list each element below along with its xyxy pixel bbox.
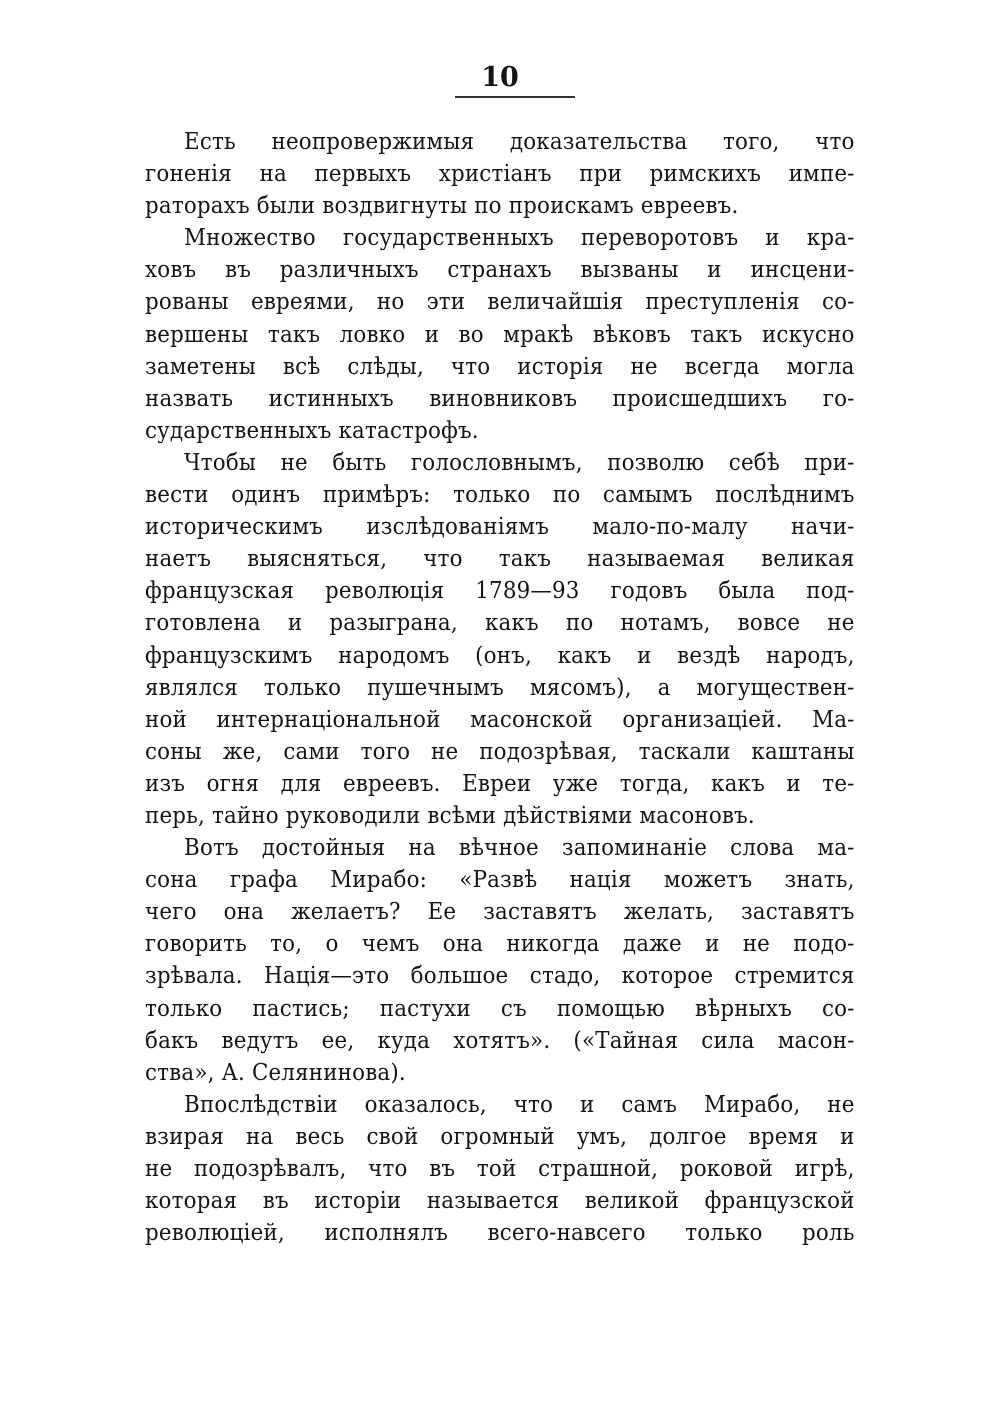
text-line: Есть неопровержимыя доказательства того, что: [184, 129, 855, 155]
text-line: вести одинъ примѣръ: только по самымъ послѣднимъ: [145, 482, 855, 509]
paragraph: [145, 222, 855, 447]
text-line: изъ огня для евреевъ. Евреи уже тогда, какъ и те-: [145, 770, 855, 797]
text-line: французская революція 1789—93 годовъ была под-: [145, 578, 855, 605]
text-line: Вотъ достойныя на вѣчное запоминаніе слова ма-: [184, 835, 855, 862]
text-line: готовлена и разыграна, какъ по нотамъ, вовсе не: [145, 610, 855, 637]
text-line: говорить то, о чемъ она никогда даже и не подо-: [145, 931, 855, 958]
text-line: раторахъ были воздвигнуты по проискамъ евреевъ.: [145, 193, 739, 220]
text-line: вершены такъ ловко и во мракѣ вѣковъ такъ искусно: [145, 321, 855, 348]
paragraph: [145, 447, 855, 832]
text-line: ства», А. Селянинова).: [145, 1059, 406, 1086]
text-line: которая въ исторіи называется великой французской: [145, 1188, 855, 1215]
paragraph: [145, 126, 855, 222]
body-text: [145, 126, 855, 1249]
text-line: перь, тайно руководили всѣми дѣйствіями масоновъ.: [145, 802, 755, 829]
paragraph: [145, 1089, 855, 1249]
text-line: ховъ въ различныхъ странахъ вызваны и инсцени-: [145, 257, 855, 284]
text-line: зрѣвала. Нація—это большое стадо, которое стремится: [145, 963, 855, 990]
text-line: чего она желаетъ? Ее заставятъ желать, заставятъ: [145, 899, 855, 926]
text-line: взирая на весь свой огромный умъ, долгое время и: [145, 1123, 855, 1150]
text-line: бакъ ведутъ ее, куда хотятъ». («Тайная сила масон-: [145, 1027, 855, 1054]
text-line: сона графа Мирабо: «Развѣ нація можетъ знать,: [145, 867, 855, 894]
text-line: гоненія на первыхъ христіанъ при римскихъ импе-: [145, 161, 855, 188]
page-number: 10: [481, 62, 519, 93]
text-line: французскимъ народомъ (онъ, какъ и вездѣ народъ,: [145, 642, 855, 669]
text-line: заметены всѣ слѣды, что исторія не всегда могла: [145, 353, 855, 380]
text-line: революціей, исполнялъ всего-навсего только роль: [145, 1220, 855, 1247]
text-line: сударственныхъ катастрофъ.: [145, 417, 479, 444]
text-line: ной интернаціональной масонской организаціей. Ма-: [145, 706, 855, 733]
text-line: историческимъ изслѣдованіямъ мало-по-малу начи-: [145, 514, 855, 541]
text-line: наетъ выясняться, что такъ называемая великая: [145, 546, 855, 573]
text-line: Чтобы не быть голословнымъ, позволю себѣ при-: [184, 449, 855, 476]
paragraph: [145, 832, 855, 1089]
text-line: Впослѣдствіи оказалось, что и самъ Мирабо, не: [184, 1091, 855, 1118]
text-line: Множество государственныхъ переворотовъ и кра-: [184, 225, 855, 252]
text-line: не подозрѣвалъ, что въ той страшной, роковой игрѣ,: [145, 1156, 855, 1182]
text-line: соны же, сами того не подозрѣвая, таскали каштаны: [145, 738, 855, 765]
text-line: являлся только пушечнымъ мясомъ), а могуществен-: [145, 674, 855, 701]
text-line: назвать истинныхъ виновниковъ происшедшихъ го-: [145, 385, 855, 412]
text-line: рованы евреями, но эти величайшія преступленія со-: [145, 289, 855, 316]
text-line: только пастись; пастухи съ помощью вѣрныхъ со-: [145, 995, 855, 1022]
page-number-rule: [455, 96, 575, 98]
